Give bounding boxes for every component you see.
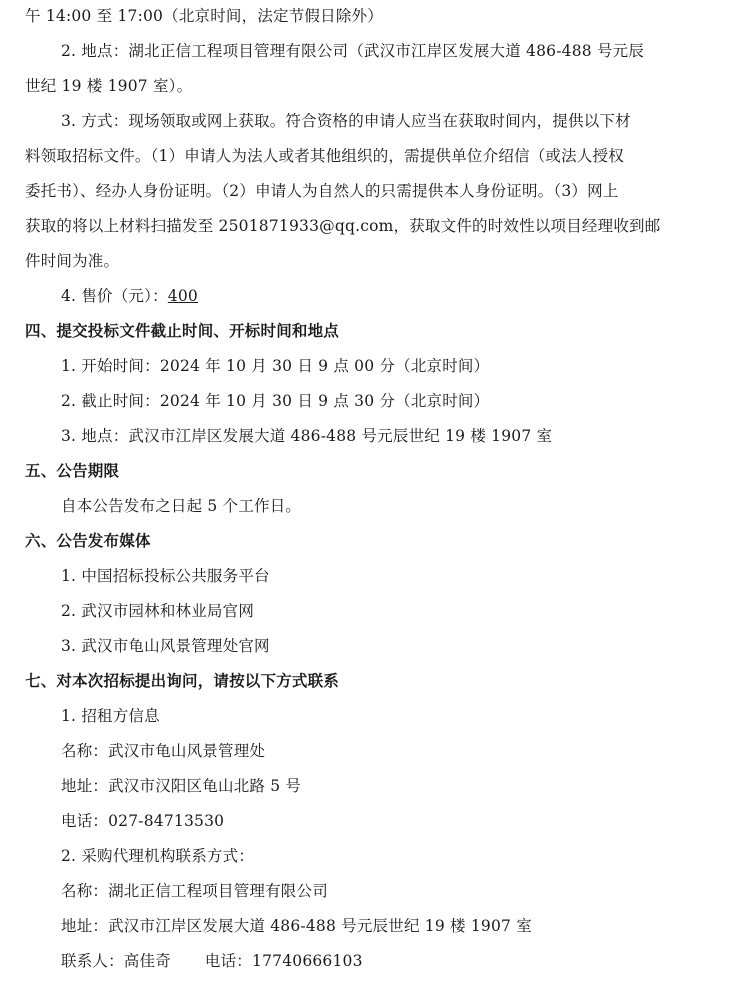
pickup-method-line-4: 获取的将以上材料扫描发至 2501871933@qq.com，获取文件的时效性以项目经理收到邮 bbox=[25, 217, 661, 235]
agency-title: 2. 采购代理机构联系方式： bbox=[61, 847, 255, 865]
price-value: 400 bbox=[167, 287, 198, 305]
section-7-heading: 七、对本次招标提出询问，请按以下方式联系 bbox=[25, 672, 340, 690]
pickup-method-line-2: 料领取招标文件。（1）申请人为法人或者其他组织的，需提供单位介绍信（或法人授权 bbox=[25, 147, 624, 165]
pickup-time-continuation: 午 14:00 至 17:00（北京时间，法定节假日除外） bbox=[25, 7, 383, 25]
bid-location: 3. 地点：武汉市江岸区发展大道 486-488 号元辰世纪 19 楼 1907 室 bbox=[61, 427, 553, 445]
agency-address: 地址：武汉市江岸区发展大道 486-488 号元辰世纪 19 楼 1907 室 bbox=[61, 917, 532, 935]
deadline-time: 2. 截止时间：2024 年 10 月 30 日 9 点 30 分（北京时间） bbox=[61, 392, 490, 410]
agency-phone: 电话：17740666103 bbox=[204, 952, 363, 970]
tenderer-title: 1. 招租方信息 bbox=[61, 707, 160, 725]
agency-contact-person: 联系人：高佳奇 bbox=[61, 952, 171, 970]
pickup-method-line-3: 委托书）、经办人身份证明。（2）申请人为自然人的只需提供本人身份证明。（3）网上 bbox=[25, 182, 619, 200]
pickup-location: 2. 地点：湖北正信工程项目管理有限公司（武汉市江岸区发展大道 486-488 号元辰 bbox=[61, 42, 645, 60]
agency-contact-line bbox=[61, 951, 363, 971]
pickup-method-line-5: 件时间为准。 bbox=[25, 252, 120, 270]
section-5-heading: 五、公告期限 bbox=[25, 462, 120, 480]
section-4-heading: 四、提交投标文件截止时间、开标时间和地点 bbox=[25, 322, 340, 340]
tenderer-address: 地址：武汉市汉阳区龟山北路 5 号 bbox=[61, 777, 302, 795]
pickup-location-continuation: 世纪 19 楼 1907 室）。 bbox=[25, 77, 193, 95]
price-line bbox=[61, 286, 198, 306]
agency-name: 名称：湖北正信工程项目管理有限公司 bbox=[61, 882, 328, 900]
tenderer-phone: 电话：027-84713530 bbox=[61, 812, 225, 830]
tenderer-name: 名称：武汉市龟山风景管理处 bbox=[61, 742, 266, 760]
announcement-period: 自本公告发布之日起 5 个工作日。 bbox=[61, 497, 302, 515]
media-item: 3. 武汉市龟山风景管理处官网 bbox=[61, 637, 270, 655]
media-item: 1. 中国招标投标公共服务平台 bbox=[61, 567, 270, 585]
media-item: 2. 武汉市园林和林业局官网 bbox=[61, 602, 255, 620]
section-6-heading: 六、公告发布媒体 bbox=[25, 532, 151, 550]
pickup-method: 3. 方式：现场领取或网上获取。符合资格的申请人应当在获取时间内，提供以下材 bbox=[61, 112, 631, 130]
price-label: 4. 售价（元）： bbox=[61, 287, 168, 305]
start-time: 1. 开始时间：2024 年 10 月 30 日 9 点 00 分（北京时间） bbox=[61, 357, 490, 375]
